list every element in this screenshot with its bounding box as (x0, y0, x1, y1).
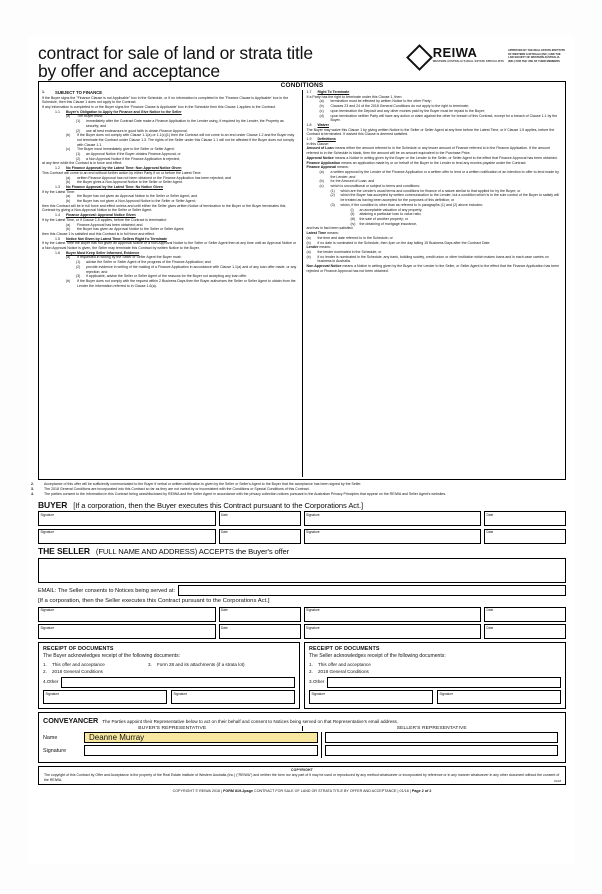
clause-1-1-title: Buyer's Obligation to Apply for Finance and Give Notice to the Seller (66, 109, 182, 114)
clause-1-1-c1-label: (1) (76, 152, 81, 157)
seller-signature-row-1 (38, 607, 566, 622)
buyer-receipt-signature-label-1: Signature (45, 691, 60, 696)
fa-a-text: a written approval by the Lender of the Finance Application or a written offer to lend or a written notification of an intention to offer to lend made by the Lender; and (330, 169, 559, 179)
seller-receipt-item-1-text: This offer and acceptance (318, 661, 371, 667)
form-zone (38, 500, 566, 794)
copyright-box (38, 766, 566, 785)
seller-receipt-item-2 (309, 669, 561, 676)
footer-form-code: FORM 819-2page (223, 789, 253, 794)
seller-email-row (38, 585, 566, 596)
clause-1-5-title: Notice Not Given by Latest Time: Sellers Right t'o Terminate (66, 236, 168, 241)
definition-approval-notice-text: means a Notice in writing given by the Buyer or the Lender to the Seller, or Seller Agent to the effect that Finance Approval has been obtained. (333, 155, 558, 160)
definition-non-approval-notice-term: Non Approval Notice (306, 264, 342, 269)
seller-receipt-item-2-text: 2018 General Conditions (318, 668, 369, 674)
clause-1-7-d-text: upon termination neither Party will have any action or claim against the other for breach of this Contract, except for a breach of Clause 1.1 by the Buyer. (330, 113, 558, 123)
buyer-receipt-box (38, 642, 300, 710)
seller-name-address-field[interactable] (38, 558, 566, 583)
seller-date-label-4: Date (486, 625, 494, 630)
seller-signature-field-1[interactable] (38, 607, 216, 622)
conditions-columns (42, 84, 562, 477)
clause-1-5-number: 1.5 (55, 236, 60, 241)
seller-signature-field-3[interactable] (38, 624, 216, 639)
fa-c3-label: (3) (330, 202, 335, 207)
seller-heading: THE SELLER (38, 546, 90, 557)
clause-1-2-b-text: the Buyer gives a Non Approval Notice to the Seller or Seller Agent. (77, 180, 183, 185)
logo-approved-text: APPROVED BY THE REAL ESTATE INSTITUTE OF WESTERN AUSTRALIA (INC.) AND THE LAW SOCIETY OF WESTERN AUSTRALIA (INC.) FOR THE USE OF THEIR MEMBERS (508, 49, 566, 63)
clause-1-2-para: This Contract will come to an end without further action by either Party if on or before the Latest Time: (42, 170, 202, 175)
buyer-receipt-item-4 (43, 679, 58, 686)
clause-1-3-b-text: the Buyer has not given a Non Approval Notice to the Seller or Seller Agent; (77, 199, 196, 204)
clause-1-7-b-text: Clauses 23 and 24 of the 2018 General Conditions do not apply to the right to terminate; (330, 104, 469, 109)
seller-receipt-list (309, 662, 561, 688)
buyer-heading: BUYER (38, 499, 68, 510)
clause-1-1-tail: at any time while the Contract is in force and effect. (42, 161, 123, 166)
copyright-text: The copyright of this Contract by Offer and Acceptance is the property of the Real Estate Institute of Western Australia (Inc.) ("REIWA") and neither the form nor any part of it may be used or reproduced by any method whatsoever or incorporated by reference or in any manner whatsoever in any other document without the consent of the REIWA. (44, 772, 560, 782)
clause-1-3-a-text: the Buyer has not given an Approval Notice to the Seller or Seller Agent; and (77, 194, 198, 199)
seller-email-label: EMAIL: The Seller consents to Notices being served at: (38, 587, 176, 594)
fa-c3-iv-label: (iv) (350, 221, 356, 226)
buyer-signature-field-2[interactable] (304, 511, 482, 526)
clause-1-1-a2-label: (2) (76, 128, 81, 133)
clause-1-8-number: 1.8 (306, 122, 312, 127)
definition-finance-application-text: means an application made by or on behalf of the Buyer to the Lender to lend any monies payable under the Contract. (340, 160, 527, 165)
definition-amount-of-loan-text: means either the amount referred to in the Schedule or any lesser amount of Finance referred to in the Finance Application. If the amount referred to in the Schedule is blank, then the amount will be an amount equivalent to the Purchase Price. (306, 146, 550, 156)
clause-1-6-a-label: (a) (66, 255, 71, 260)
fa-b-text: for the Amount of Loan; and (330, 179, 375, 184)
seller-signature-label-2: Signature (306, 608, 320, 613)
clause-1-7-a-text: termination must be effected by written Notice to the other Party; (330, 99, 432, 104)
seller-email-field[interactable] (178, 585, 566, 596)
fa-tail: and has in fact been satisfied. (306, 226, 354, 231)
buyer-receipt-line-1 (43, 662, 295, 669)
buyer-rep-signature-field[interactable] (84, 745, 318, 756)
conveyancer-fields (81, 732, 561, 758)
buyer-note: [If a corporation, then the Buyer executes this Contract pursuant to the Corporations Act.] (73, 500, 364, 510)
clause-1-1-a1-label: (1) (76, 119, 81, 124)
seller-receipt-signature-label-1: Signature (311, 691, 326, 696)
clause-1-number: 1. (42, 90, 45, 94)
clause-1-para-2: If any information is completed in or the Buyer signs the 'Finance Clause is Applicable' box in the Schedule then this Clause 1 applies to the Contract. (42, 104, 277, 109)
definition-finance-approval-text: means: (336, 165, 349, 170)
clause-1-1-a2-text: use all best endeavours in good faith to obtain Finance Approval. (86, 128, 188, 133)
clause-1-9-title: Definitions (317, 137, 336, 142)
seller-receipt-other-field[interactable] (327, 677, 561, 688)
buyer-receipt-item-3-number: 3. (148, 661, 152, 667)
buyer-signature-row-2 (38, 529, 566, 544)
buyer-representative-header: BUYER'S REPRESENTATIVE (43, 726, 303, 731)
clause-1-4-number: 1.4 (55, 213, 60, 218)
seller-signature-field-2[interactable] (304, 607, 482, 622)
fa-b-label: (b) (319, 179, 324, 184)
conveyancer-name-label: Name (43, 735, 58, 742)
clause-1-4-b-text: the Buyer has given an Approval Notice to the Seller or Seller Agent; (77, 227, 185, 232)
clause-1-2-a-label: (a) (66, 175, 71, 180)
buyer-date-label-4: Date (486, 530, 494, 535)
fa-c2-text: which the Buyer has accepted by written communication to the Lender, but a condition which is in the sole control of the Buyer to satisfy will be treated as having been accepted for the purposes of this definition; or (340, 193, 559, 203)
lt-b-label: (b) (306, 240, 311, 245)
buyer-rep-name-value: Deanne Murray (89, 732, 145, 742)
buyer-date-field-4[interactable] (484, 529, 566, 544)
clause-1-6-a-text: If requested in writing by the Seller or Seller Agent the Buyer must: (77, 255, 182, 260)
page-title (38, 44, 313, 80)
fa-c3-iii-label: (iii) (350, 216, 356, 221)
lt-a-text: the time and date referred to in the Schedule; or (317, 235, 393, 240)
buyer-signature-label-2: Signature (306, 512, 320, 517)
seller-signature-label-4: Signature (306, 625, 320, 630)
fa-c3-iii-text: the sale of another property; or (359, 216, 409, 221)
buyer-signature-field-1[interactable] (38, 511, 216, 526)
fa-c3-iv-text: the obtaining of mortgage insurance, (359, 221, 418, 226)
clause-1-8-title: Waiver (317, 122, 329, 127)
definition-non-approval-notice-text: means a Notice in writing given by the Buyer or the Lender to the Seller, or Seller Agent to the effect that the Finance Application has been rejected or Finance Approval has not been obtained. (306, 264, 560, 273)
seller-receipt-other-row (309, 677, 561, 688)
buyer-signature-label-4: Signature (306, 530, 320, 535)
clause-1-1-b-text: If the Buyer does not comply with Clause 1.1(a) or 1.1(c)(1) then the Contract will not come to an end under Clause 1.2 and the Buyer may not terminate the Contract under Clause 1.3. The rights of the Seller under this Clause 1.1 will not be affected if the Buyer does not comply with Clause 1.1. (77, 133, 295, 147)
page-footer (38, 789, 566, 793)
buyer-date-label-2: Date (486, 512, 494, 517)
clause-1-7-para: If a Party has the right to terminate under this Clause 1, then: (306, 94, 403, 99)
clause-4-number: 4. (31, 491, 34, 496)
conveyancer-heading: CONVEYANCER (43, 715, 99, 725)
conveyancer-note: The Parties appoint their Representative below to act on their behalf and consent to Notices being served on that Representative's email address. (102, 718, 399, 724)
buyer-date-label-3: Date (221, 530, 228, 535)
diamond-icon (406, 44, 433, 71)
conditions-left-column (42, 90, 303, 477)
fa-c-text: which is unconditional or subject to terms and conditions: (330, 184, 421, 189)
buyer-receipt-item-2-number: 2. (43, 668, 47, 674)
buyer-representative-fields (81, 732, 322, 758)
clause-1-4-tail: then this Clause 1 is satisfied and this Contract is in full force and effect. (42, 231, 155, 236)
seller-receipt-heading: RECEIPT OF DOCUMENTS (309, 645, 380, 652)
fa-c3-text: which, if the condition is other than as referred to in paragraphs (1) and (2) above includes: (340, 202, 483, 207)
clause-1-1-a-text: The Buyer must: (77, 114, 104, 119)
seller-receipt-signature-row (309, 690, 561, 704)
buyer-signature-label-3: Signature (40, 530, 55, 535)
seller-rep-name-field[interactable] (325, 732, 559, 743)
seller-receipt-box (304, 642, 566, 710)
buyer-receipt-item-4-number: 4. (43, 678, 47, 684)
clause-1-4-para: If by the Latest Time, or if Clause 1.5 applies, before the Contract is terminated: (42, 217, 167, 222)
clause-1-3-number: 1.3 (55, 184, 60, 189)
seller-rep-signature-field[interactable] (325, 745, 559, 756)
buyer-signature-field-3[interactable] (38, 529, 216, 544)
definition-amount-of-loan-term: Amount of Loan (306, 146, 334, 151)
conditions-full-width-clauses (28, 480, 574, 497)
clause-1-1-c1-text: an Approval Notice if the Buyer obtains Finance Approval; or (86, 152, 181, 157)
clause-1-1-c2-label: (2) (76, 156, 81, 161)
clause-1-9-number: 1.9 (306, 137, 312, 142)
clause-1-7-c-label: (c) (319, 108, 324, 113)
seller-date-field-4[interactable] (484, 624, 566, 639)
clause-2-number: 2. (31, 481, 34, 486)
buyer-date-field-3[interactable] (219, 529, 301, 544)
clause-1-7-number: 1.7 (306, 90, 312, 94)
fa-c3-i-label: (i) (350, 207, 354, 212)
seller-corporation-note: [If a corporation, then the Seller executes this Contract pursuant to the Corporations Act.] (38, 598, 270, 605)
clause-1-8-para: The Buyer may waive this Clause 1 by giving written Notice to the Seller or Seller Agent at any time before the Latest Time, or if Clause 1.5 applies, before the Contract is terminated. If waived this Clause is deemed satisfied. (306, 127, 555, 137)
title-line-2: by offer and acceptance (38, 61, 220, 81)
buyer-receipt-signature-field-1[interactable] (43, 690, 167, 704)
seller-receipt-item-2-number: 2. (309, 668, 313, 674)
buyer-receipt-item-1-number: 1. (43, 661, 47, 667)
logo-wordmark (433, 46, 504, 63)
clause-1-1-b-label: (b) (66, 133, 71, 138)
clause-1-9-para: In this Clause: (306, 141, 329, 146)
clause-1-2-a-text: written Finance Approval has not been obtained or the Finance Application has been rejected; and (77, 175, 231, 180)
buyer-receipt-sub: The Buyer acknowledges receipt of the following documents: (43, 653, 181, 660)
clause-1-6-b-text: If the Buyer does not comply with the request within 2 Business Days then the Buyer authorises the Seller or Seller Agent to obtain from the Lender the information referred to in Clause 1.6(a). (77, 279, 296, 288)
clause-1-3-tail: then this Contract will be in full force and effect unless and until either the Seller gives written Notice of termination to the Buyer or the Buyer terminates this Contract by giving a Non-Approval Notice to the Seller or Seller Agent. (42, 203, 286, 213)
fa-c2-label: (2) (330, 193, 335, 198)
conveyancer-row-labels (43, 732, 81, 758)
buyer-receipt-signature-label-2: Signature (173, 691, 188, 696)
clause-1-6-a1-text: advise the Seller or Seller Agent of the progress of the Finance Application; and (86, 260, 211, 265)
seller-note: (FULL NAME AND ADDRESS) ACCEPTS the Buyer's offer (95, 547, 290, 557)
logo-tagline: WESTERN AUSTRALIA'S REAL ESTATE SPECIALISTS (432, 59, 504, 63)
clause-1-3-a-label: (a) (66, 194, 71, 199)
clause-1-6-a3-text: if applicable, advise the Seller or Seller Agent of the reasons for the Buyer not accepting any loan offer. (86, 274, 248, 279)
seller-representative-fields (322, 732, 562, 758)
clause-1-4-a-label: (a) (66, 222, 71, 227)
seller-signature-label-3: Signature (40, 625, 55, 630)
buyer-receipt-item-2-text: 2018 General Conditions (52, 668, 103, 674)
clause-1-1-c2-text: a Non Approval Notice if the Finance Application is rejected; (86, 156, 180, 161)
clause-1-6-number: 1.6 (55, 250, 60, 255)
conveyancer-signature-label: Signature (43, 748, 67, 755)
footer-prefix: COPYRIGHT © REIWA 2018 | (172, 789, 224, 794)
clause-1-2-title: No Finance Approval by the Latest Time: Non Approval Notice Given (66, 166, 182, 171)
receipt-of-documents-section (38, 642, 566, 710)
buyer-signature-field-4[interactable] (304, 529, 482, 544)
clause-1-6-a2-text: provide evidence in writing of the making of a Finance Application in accordance with Clause 1.1(a) and of any loan offer made, or any rejection; and (86, 264, 297, 274)
seller-receipt-item-3-text: Other (312, 678, 325, 684)
seller-signature-field-4[interactable] (304, 624, 482, 639)
buyer-receipt-item-3-text: Form 28 and its attachments (if a strata lot) (157, 661, 245, 667)
paper-sheet (28, 36, 574, 864)
buyer-date-field-2[interactable] (484, 511, 566, 526)
clause-3-number: 3. (31, 486, 34, 491)
buyer-receipt-list (43, 662, 295, 688)
fa-a-label: (a) (319, 169, 324, 174)
seller-date-field-3[interactable] (219, 624, 301, 639)
clause-1-6-title: Buyer Must Keep Seller Informed, Evidence (66, 250, 140, 255)
definition-finance-approval-term: Finance Approval (306, 165, 337, 170)
clause-1-7-a-label: (a) (319, 99, 324, 104)
clause-4-text: The parties consent to the information in this Contract being used/disclosed by REIWA and the Seller Agent in accordance with the privacy collection notices pursuant to the Australian Privacy Principles that appear on the REIWA and Seller Agent's websites. (44, 491, 447, 496)
clause-1-3-para: If by the Latest Time: (42, 189, 75, 194)
clause-1-7-b-label: (b) (319, 104, 324, 109)
lender-a-label: (a) (306, 249, 311, 254)
conveyancer-column-headers (43, 726, 561, 731)
clause-2-text: Acceptance of this offer will be sufficiently communicated to the Buyer if verbal or written notification is given by the Seller or Seller's Agent to the Buyer that the acceptance has been signed by the Seller. (44, 481, 362, 486)
fa-c3-i-text: an acceptable valuation of any property; (359, 207, 423, 212)
clause-1-7-c-text: upon termination the Deposit and any other monies paid by the Buyer must be repaid to the Buyer; (330, 108, 486, 113)
buyer-receipt-signature-row (43, 690, 295, 704)
clause-1-1-number: 1.1 (55, 109, 60, 114)
seller-receipt-sub: The Seller acknowledges receipt of the following documents: (309, 653, 446, 660)
conveyancer-section (38, 712, 566, 763)
seller-date-label-1: Date (221, 608, 228, 613)
definition-non-approval-notice (307, 264, 563, 273)
seller-signature-row-2 (38, 624, 566, 639)
buyer-receipt-item-3 (148, 662, 245, 669)
seller-date-field-2[interactable] (484, 607, 566, 622)
lt-b-text: if no date is nominated in the Schedule, then 4pm on the day falling 15 Business Days after the Contract Date. (317, 240, 491, 245)
clause-1-2-number: 1.2 (55, 166, 60, 171)
lender-b-text: if no lender is nominated in the Schedule, any bank, building society, credit union or other institution which makes loans and in each case carries on business in Australia. (317, 254, 549, 264)
seller-date-field-1[interactable] (219, 607, 301, 622)
seller-representative-header: SELLER'S REPRESENTATIVE (396, 725, 467, 731)
clause-1-1-c-label: (c) (66, 147, 71, 152)
seller-receipt-item-3-number: 3. (309, 678, 313, 684)
lender-a-text: the lender nominated in the Schedule; or (317, 249, 382, 254)
seller-receipt-signature-field-2[interactable] (437, 690, 561, 704)
clause-1-2-b-label: (b) (66, 180, 71, 185)
buyer-receipt-other-row (43, 677, 295, 688)
buyer-receipt-item-1 (43, 662, 148, 669)
buyer-receipt-item-4-text: Other (46, 678, 59, 684)
seller-date-label-2: Date (486, 608, 494, 613)
definition-latest-time-text: means: (326, 231, 339, 236)
clause-1-6-a2-label: (2) (76, 264, 81, 269)
clause-1-3-b-label: (b) (66, 199, 71, 204)
fa-c1-label: (1) (330, 188, 335, 193)
seller-receipt-item-1-number: 1. (309, 661, 313, 667)
buyer-date-field-1[interactable] (219, 511, 301, 526)
clause-1-7-d-label: (d) (319, 113, 324, 118)
copyright-date-code: 01/18 (554, 779, 561, 784)
clause-1-3-title: No Finance Approval by the Latest Time: No Notice Given (66, 184, 163, 189)
clause-1-6-a3-label: (3) (76, 274, 81, 279)
seller-date-label-3: Date (221, 625, 228, 630)
buyer-rep-name-field[interactable] (84, 732, 318, 743)
buyer-date-label-1: Date (221, 512, 228, 517)
clause-1-para-1: If the Buyer signs the "Finance Clause is not Applicable" box in the Schedule, or if no information is completed in the 'Finance Clause is Applicable' box in the Schedule, then this Clause 1 does not apply to the Contract. (42, 95, 289, 105)
footer-middle: CONTRACT FOR SALE OF LAND OR STRATA TITLE BY OFFER AND ACCEPTANCE | 01/18 | (253, 789, 412, 794)
seller-receipt-signature-field-1[interactable] (309, 690, 433, 704)
clause-1-4-title: Finance Approval: Approval Notice Given (66, 213, 136, 218)
buyer-receipt-item-1-text: This offer and acceptance (52, 661, 105, 667)
clause-1-1-c-text: The Buyer must immediately give to the Seller or Seller Agent: (77, 147, 175, 152)
fa-c3-ii-label: (ii) (350, 212, 355, 217)
buyer-receipt-heading: RECEIPT OF DOCUMENTS (43, 645, 114, 652)
reiwa-logo (410, 44, 566, 67)
fa-c3-ii-text: attaining a particular loan to value ratio; (359, 212, 422, 217)
conveyancer-body (43, 732, 561, 758)
fa-c-label: (c) (319, 184, 324, 189)
conditions-heading: CONDITIONS (278, 82, 327, 89)
clause-1-4-b-label: (b) (66, 227, 71, 232)
title-line-1: contract for sale of land or strata title (38, 43, 313, 63)
seller-receipt-item-1 (309, 662, 561, 669)
footer-page-number: Page 2 of 2 (411, 789, 432, 794)
copyright-heading: COPYRIGHT (291, 768, 313, 773)
definition-amount-of-loan (307, 146, 563, 155)
clause-1-title: SUBJECT TO FINANCE (55, 90, 103, 95)
clause-1-6-a1-label: (1) (76, 260, 81, 265)
seller-signature-label-1: Signature (40, 608, 55, 613)
seller-receipt-item-3 (309, 679, 324, 686)
clause-1-1-a1-text: immediately after the Contract Date make a Finance Application to the Lender using, if required by the Lender, the Property as security; and (86, 119, 284, 128)
definition-latest-time-term: Latest Time (306, 231, 327, 236)
buyer-receipt-other-field[interactable] (61, 677, 295, 688)
clause-1-5-para: If by the Latest Time the Buyer has not given an Approval Notice or a Non Approval Notice to the Seller or Seller Agent then at any time until an Approval Notice or a Non Approval Notice is given, the Seller may terminate this Contract by written Notice to the Buyer. (42, 241, 297, 251)
seller-receipt-signature-label-2: Signature (439, 691, 454, 696)
definition-approval-notice-term: Approval Notice (306, 155, 334, 160)
clause-3-text: The 2018 General Conditions are incorporated into this Contract so far as they are not varied by or inconsistent with the Conditions or Special Conditions of this Contract. (44, 486, 310, 491)
seller-section-header (38, 546, 566, 556)
logo-name: REIWA (432, 45, 478, 60)
definition-lender-text: means: (318, 245, 331, 250)
buyer-signature-row-1 (38, 511, 566, 526)
clause-1-4-a-text: Finance Approval has been obtained; and (77, 222, 143, 227)
buyer-section-header (38, 500, 566, 510)
document-header (28, 36, 574, 80)
lender-b-label: (b) (306, 254, 311, 259)
definition-lender-term: Lender (306, 245, 319, 250)
definition-finance-application-term: Finance Application (306, 160, 341, 165)
conditions-right-column (307, 90, 563, 477)
buyer-signature-label-1: Signature (40, 512, 55, 517)
buyer-receipt-item-2 (43, 669, 295, 676)
fa-c1-text: which are the Lender's usual terms and conditions for finance of a nature similar to that applied for by the Buyer; or (340, 188, 521, 193)
clause-1-1-a-label: (a) (66, 114, 71, 119)
buyer-receipt-signature-field-2[interactable] (171, 690, 295, 704)
conditions-block (38, 81, 566, 480)
conveyancer-header (43, 716, 561, 725)
lt-a-label: (a) (306, 235, 311, 240)
clause-1-6-b-label: (b) (66, 279, 71, 283)
clause-1-7-title: Right To Terminate (317, 90, 350, 94)
